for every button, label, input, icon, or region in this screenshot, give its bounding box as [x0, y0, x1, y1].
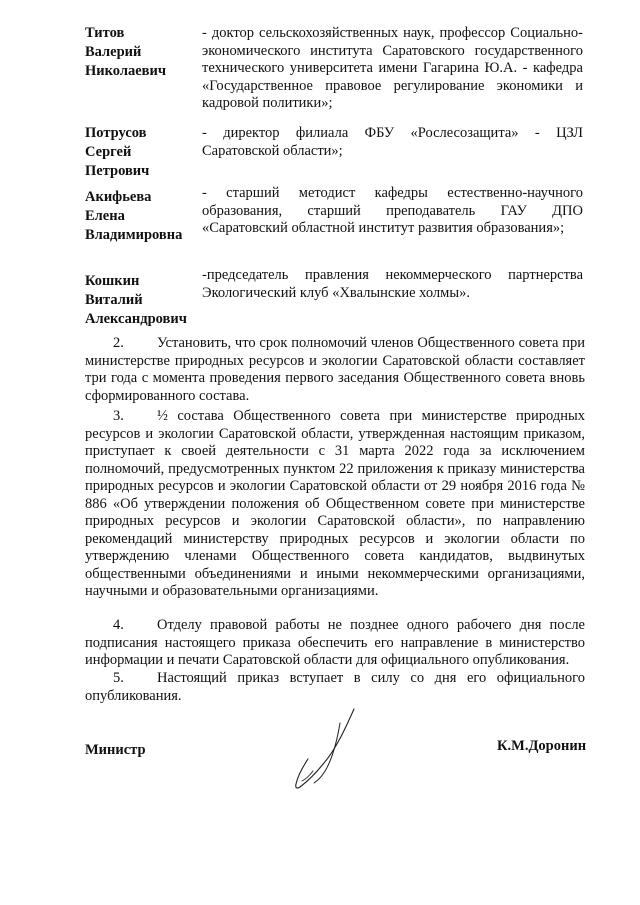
paragraph-number: 3.	[113, 408, 124, 424]
paragraph-text: Установить, что срок полномочий членов Общественного совета при министерстве природных ресурсов и экологии Саратовской области составляет три года с момента проведения первого заседания Общественного совета вновь сформированного состава.	[85, 335, 585, 404]
member-surname: Титов	[85, 25, 125, 41]
handwritten-signature	[280, 705, 370, 795]
member-name	[85, 188, 205, 245]
member-description: - директор филиала ФБУ «Рослесозащита» - ЦЗЛ Саратовской области»;	[202, 125, 583, 159]
order-paragraph	[85, 408, 585, 601]
member-first-name: Виталий	[85, 292, 143, 308]
member-surname: Потрусов	[85, 125, 147, 141]
paragraph-number: 2.	[113, 335, 124, 351]
member-description: - доктор сельскохозяйственных наук, профессор Социально-экономического института Саратовского государственного технического университета имени Гагарина Ю.А. - кафедра «Государственное правовое регулирование экономики и кадровой политики»;	[202, 25, 583, 111]
member-patronymic: Николаевич	[85, 63, 167, 79]
paragraph-text: ½ состава Общественного совета при министерстве природных ресурсов и экологии Саратовской области, утвержденная настоящим приказом, приступает к своей деятельности с 31 марта 2022 года за исключением полномочий, предусмотренных пунктом 22 приложения к приказу министерства природных ресурсов и экологии Саратовской области от 29 ноября 2016 года № 886 «Об утверждении положения об Общественном совете при министерстве природных ресурсов и экологии Саратовской области», по направлению рекомендаций министерству природных ресурсов и экологии области по утверждению членами Общественного совета кандидатов, выдвинутых общественными объединениями и иными некоммерческими организациями, научными и образовательными организациями.	[85, 408, 585, 599]
order-paragraph	[85, 670, 585, 705]
member-patronymic: Александрович	[85, 311, 187, 327]
member-surname: Акифьева	[85, 189, 152, 205]
signatory-name: К.М.Доронин	[497, 738, 587, 754]
member-description: - старший методист кафедры естественно-научного образования, старший преподаватель ГАУ ДПО «Саратовский областной институт развития образования»;	[202, 185, 583, 236]
member-patronymic: Петрович	[85, 163, 150, 179]
order-paragraph	[85, 335, 585, 405]
member-name	[85, 24, 205, 81]
member-first-name: Елена	[85, 208, 125, 224]
paragraph-number: 5.	[113, 670, 124, 686]
order-paragraph	[85, 617, 585, 670]
member-first-name: Сергей	[85, 144, 132, 160]
member-surname: Кошкин	[85, 273, 140, 289]
member-patronymic: Владимировна	[85, 227, 183, 243]
member-name	[85, 124, 205, 181]
paragraph-text: Настоящий приказ вступает в силу со дня его официального опубликования.	[85, 670, 585, 704]
signatory-title: Министр	[85, 742, 146, 758]
paragraph-text: Отделу правовой работы не позднее одного рабочего дня после подписания настоящего приказа обеспечить его направление в министерство информации и печати Саратовской области для официального опубликования.	[85, 617, 585, 668]
member-description: -председатель правления некоммерческого партнерства Экологический клуб «Хвалынские холмы».	[202, 267, 583, 301]
paragraph-number: 4.	[113, 617, 124, 633]
member-first-name: Валерий	[85, 44, 142, 60]
member-name	[85, 272, 205, 329]
